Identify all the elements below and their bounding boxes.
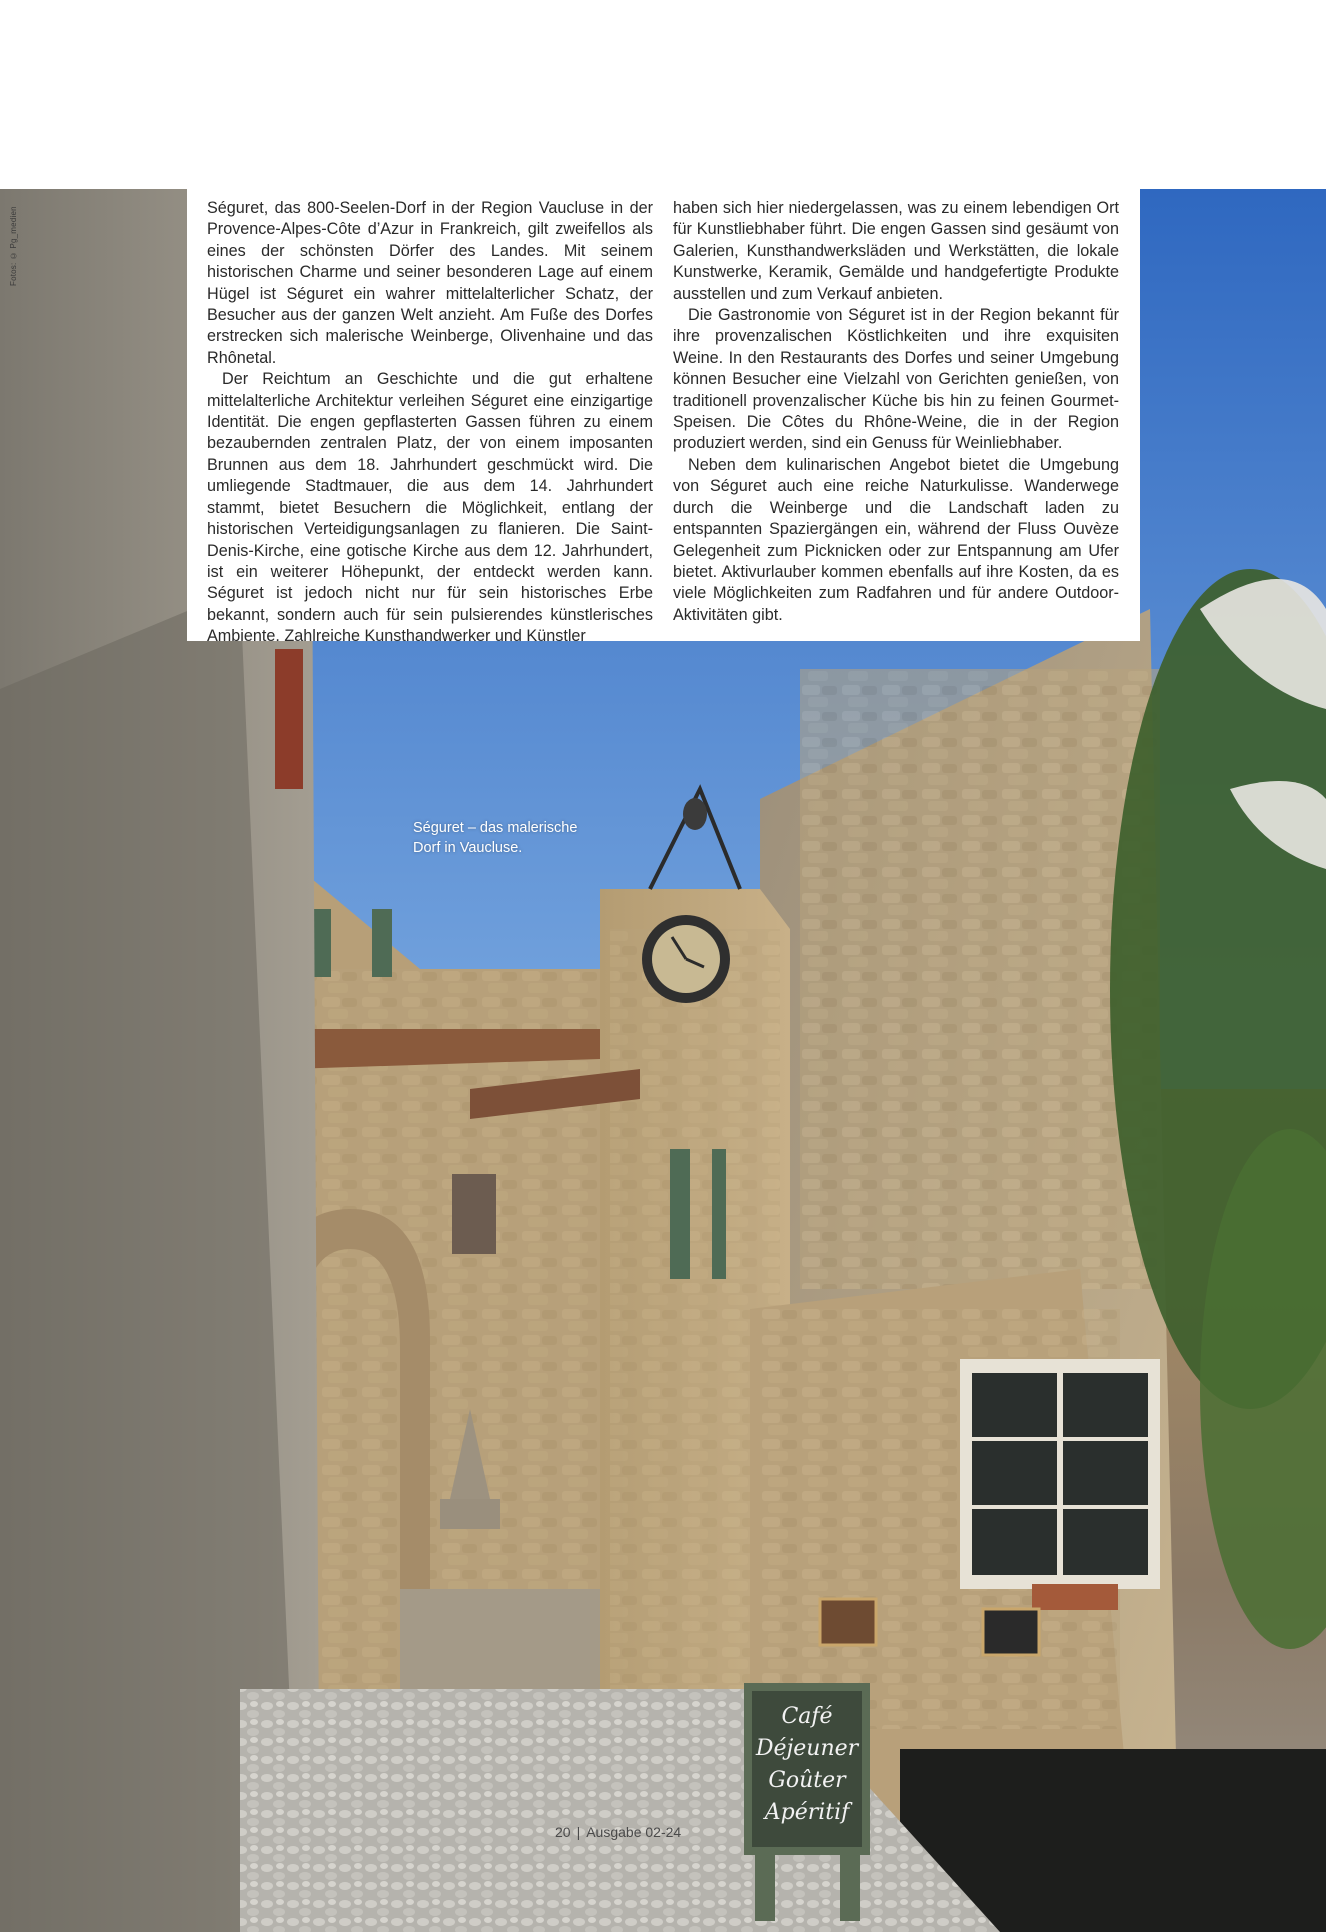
page-number: 20 (555, 1824, 571, 1840)
footer-separator: | (576, 1824, 581, 1840)
caption-line: Dorf in Vaucluse. (413, 840, 523, 856)
article-text-panel (187, 189, 1140, 646)
issue-label: Ausgabe 02-24 (586, 1824, 682, 1840)
photo-caption (413, 818, 623, 858)
sign-line-1: Café (781, 1704, 833, 1729)
sign-line-2: Déjeuner (755, 1736, 859, 1761)
article-column-right (673, 198, 1119, 626)
photo-credit: Fotos: © Pg_medien (9, 206, 18, 286)
article-paragraph: Séguret, das 800-Seelen-Dorf in der Region Vaucluse in der Provence-Alpes-Côte d’Azur in Frankreich, gilt zweifellos als eines der schönsten Dörfer des Landes. Mit seinem historischen Charme und seiner besonderen Lage auf einem Hügel ist Séguret ein wahrer mittelalterlicher Schatz, der Besucher aus der ganzen Welt anzieht. Am Fuße des Dorfes erstrecken sich malerische Weinberge, Olivenhaine und das Rhônetal. (207, 199, 653, 367)
sign-line-3: Goûter (768, 1768, 846, 1793)
sign-line-4: Apéritif (764, 1800, 850, 1825)
article-paragraph: Die Gastronomie von Séguret ist in der Region bekannt für ihre provenzalischen Köstlichkeiten und ihre exquisiten Weine. In den Restaurants des Dorfes und seiner Umgebung können Besucher eine Vielzahl von Gerichten genießen, von traditionell provenzalischer Küche bis hin zu feinen Gourmet-Speisen. Die Côtes du Rhône-Weine, die in der Region produziert werden, sind ein Genuss für Weinliebhaber. (673, 306, 1119, 453)
page-footer (555, 1824, 795, 1840)
article-column-left (207, 198, 653, 648)
article-paragraph: Der Reichtum an Geschichte und die gut erhaltene mittelalterliche Architektur verleihen Séguret eine einzigartige Identität. Die engen gepflasterten Gassen führen zu einem bezaubernden zentralen Platz, der von einem imposanten Brunnen aus dem 18. Jahrhundert geschmückt wird. Die umliegende Stadtmauer, die aus dem 14. Jahrhundert stammt, bietet Besuchern die Möglichkeit, entlang der historischen Verteidigungsanlagen zu flanieren. Die Saint-Denis-Kirche, eine gotische Kirche aus dem 12. Jahrhundert, ist ein weiterer Höhepunkt, der entdeckt werden kann. Séguret ist jedoch nicht nur für sein historisches Erbe bekannt, sondern auch für sein pulsierendes künstlerisches Ambiente. Zahlreiche Kunsthandwerker und Künstler (207, 370, 653, 646)
caption-line: Séguret – das malerische (413, 820, 578, 836)
article-paragraph: haben sich hier niedergelassen, was zu einem lebendigen Ort für Kunstliebhaber führt. Die engen Gassen sind gesäumt von Galerien, Kunsthandwerksläden und Werkstätten, die lokale Kunstwerke, Keramik, Gemälde und handgefertigte Produkte ausstellen und zum Verkauf anbieten. (673, 199, 1119, 303)
article-paragraph: Neben dem kulinarischen Angebot bietet die Umgebung von Séguret auch eine reiche Naturkulisse. Wanderwege durch die Weinberge und die Landschaft laden zu entspannten Spaziergängen ein, während der Fluss Ouvèze Gelegenheit zum Picknicken oder zur Entspannung am Ufer bietet. Aktivurlauber kommen ebenfalls auf ihre Kosten, da es viele Möglichkeiten zum Radfahren und für andere Outdoor-Aktivitäten gibt. (673, 455, 1119, 624)
